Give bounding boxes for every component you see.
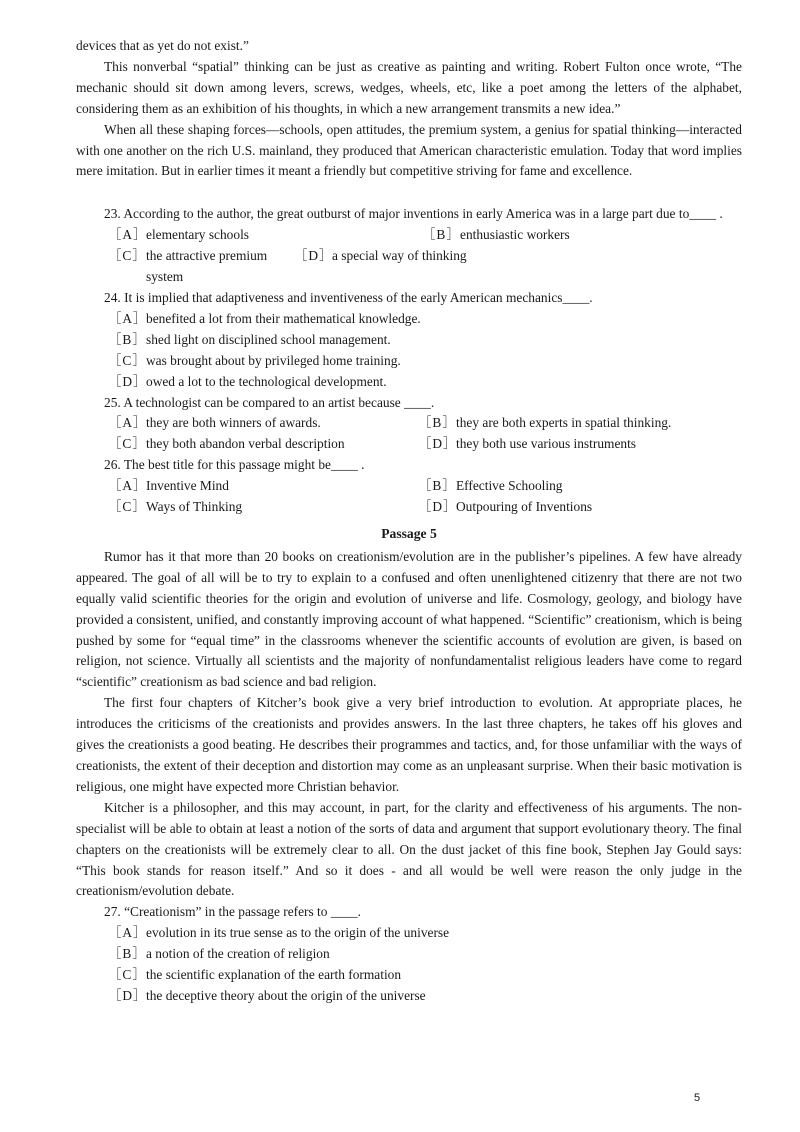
option-d[interactable] [418, 497, 592, 518]
option-a[interactable] [108, 476, 418, 497]
option-label: ［C］ [108, 499, 147, 515]
page-number: 5 [694, 1092, 701, 1104]
option-label: ［B］ [418, 478, 457, 494]
option-c[interactable] [108, 246, 294, 288]
option-label: ［B］ [108, 946, 147, 962]
option-b[interactable] [418, 413, 671, 434]
question-24 [76, 288, 742, 393]
option-text: they are both winners of awards. [146, 415, 321, 431]
option-label: ［C］ [108, 436, 147, 452]
option-d[interactable] [294, 246, 467, 288]
option-label: ［D］ [108, 373, 148, 389]
option-text: enthusiastic workers [460, 227, 570, 243]
option-a[interactable] [108, 309, 421, 330]
option-text: evolution in its true sense as to the origin of the universe [146, 925, 450, 941]
paragraph: This nonverbal “spatial” thinking can be just as creative as painting and writing. Robert Fulton once wrote, “The mechanic should sit down among levers, screws, wedges, wheels, etc, like a poet among the letters of the alphabet, considering them as an exhibition of his thoughts, in which a new arrangement transmits a new idea.” [76, 58, 742, 116]
option-a[interactable] [108, 923, 449, 944]
question-stem: 23. According to the author, the great outburst of major inventions in early America was in a large part due to____ . [104, 206, 723, 222]
option-text: benefited a lot from their mathematical knowledge. [146, 310, 421, 326]
question-23 [76, 204, 742, 288]
option-text: they both abandon verbal description [146, 436, 345, 452]
page-content [76, 36, 742, 1007]
option-label: ［C］ [108, 967, 147, 983]
option-label: ［A］ [108, 310, 148, 326]
option-c[interactable] [108, 351, 401, 372]
option-b[interactable] [108, 944, 330, 965]
option-label: ［A］ [108, 925, 148, 941]
paragraph: devices that as yet do not exist.” [76, 38, 249, 53]
option-text: a special way of thinking [332, 248, 467, 264]
option-label: ［B］ [422, 227, 461, 243]
option-text: was brought about by privileged home training. [146, 352, 401, 368]
option-label: ［A］ [108, 415, 148, 431]
option-c[interactable] [108, 497, 418, 518]
option-text: they both use various instruments [456, 436, 637, 452]
option-a[interactable] [108, 413, 418, 434]
paragraph: Rumor has it that more than 20 books on creationism/evolution are in the publisher’s pipelines. A few have already appeared. The goal of all will be to try to explain to a confused and often unenlightened citizenry that there are not two equally valid scientific theories for the origin and evolution of universe and life. Cosmology, geology, and biology have provided a consistent, unified, and constantly improving account of what happened. “Scientific” creationism, which is being pushed by some for “equal time” in the classrooms whenever the scientific accounts of evolution are given, is based on religion, not science. Virtually all scientists and the majority of nonfundamentalist religious leaders have come to regard “scientific” creationism as bad science and bad religion. [76, 548, 743, 690]
option-label: ［D］ [294, 248, 334, 264]
option-label: ［D］ [108, 987, 148, 1003]
paragraph: The first four chapters of Kitcher’s book give a very brief introduction to evolution. At appropriate places, he introduces the criticisms of the creationists and provides answers. In the last three chapters, he takes off his gloves and gives the creationists a good beating. He describes their programmes and tactics, and, for those unfamiliar with the ways of creationists, the extent of their deception and distortion may come as an unpleasant surprise. When their basic motivation is religious, one might have expected more Christian behavior. [76, 695, 742, 794]
option-text: shed light on disciplined school management. [146, 331, 391, 347]
option-text: Effective Schooling [456, 478, 563, 494]
option-label: ［C］ [108, 352, 147, 368]
option-text: Outpouring of Inventions [456, 499, 593, 515]
paragraph: When all these shaping forces—schools, open attitudes, the premium system, a genius for spatial thinking—interacted with one another on the rich U.S. mainland, they produced that American characteristic emulation. Today that word implies mere imitation. But in earlier times it meant a friendly but competitive striving for fame and excellence. [76, 121, 742, 179]
option-text: the attractive premium system [146, 248, 268, 285]
option-label: ［D］ [418, 436, 458, 452]
option-b[interactable] [418, 476, 562, 497]
option-text: Inventive Mind [146, 478, 229, 494]
option-label: ［D］ [418, 499, 458, 515]
option-label: ［B］ [418, 415, 457, 431]
option-c[interactable] [108, 434, 418, 455]
option-d[interactable] [108, 372, 387, 393]
question-26 [76, 455, 742, 518]
option-label: ［B］ [108, 331, 147, 347]
option-text: the scientific explanation of the earth formation [146, 967, 402, 983]
option-text: Ways of Thinking [146, 499, 243, 515]
option-text: they are both experts in spatial thinking. [456, 415, 672, 431]
option-c[interactable] [108, 965, 401, 986]
option-b[interactable] [422, 225, 570, 246]
option-d[interactable] [418, 434, 636, 455]
passage-title: Passage 5 [381, 525, 437, 541]
option-b[interactable] [108, 330, 391, 351]
option-text: a notion of the creation of religion [146, 946, 330, 962]
option-text: elementary schools [146, 227, 249, 243]
question-27 [76, 902, 742, 1007]
option-label: ［A］ [108, 227, 148, 243]
option-label: ［C］ [108, 248, 147, 264]
option-text: owed a lot to the technological development. [146, 373, 387, 389]
question-stem: 25. A technologist can be compared to an artist because ____. [104, 394, 435, 410]
question-stem: 27. “Creationism” in the passage refers to ____. [104, 904, 361, 920]
question-stem: 24. It is implied that adaptiveness and inventiveness of the early American mechanics____. [104, 289, 593, 305]
question-stem: 26. The best title for this passage might be____ . [104, 457, 365, 473]
option-label: ［A］ [108, 478, 148, 494]
option-a[interactable] [108, 225, 422, 246]
option-d[interactable] [108, 986, 426, 1007]
question-25 [76, 393, 742, 456]
option-text: the deceptive theory about the origin of the universe [146, 987, 426, 1003]
paragraph: Kitcher is a philosopher, and this may account, in part, for the clarity and effectiveness of his arguments. The non-specialist will be able to obtain at least a notion of the sorts of data and argument that support evolutionary theory. The final chapters on the creationists will be extremely clear to all. On the dust jacket of this fine book, Stephen Jay Gould says: “This book stands for reason itself.” And so it does - and all would be well were reason the only judge in the creationism/evolution debate. [76, 799, 742, 899]
